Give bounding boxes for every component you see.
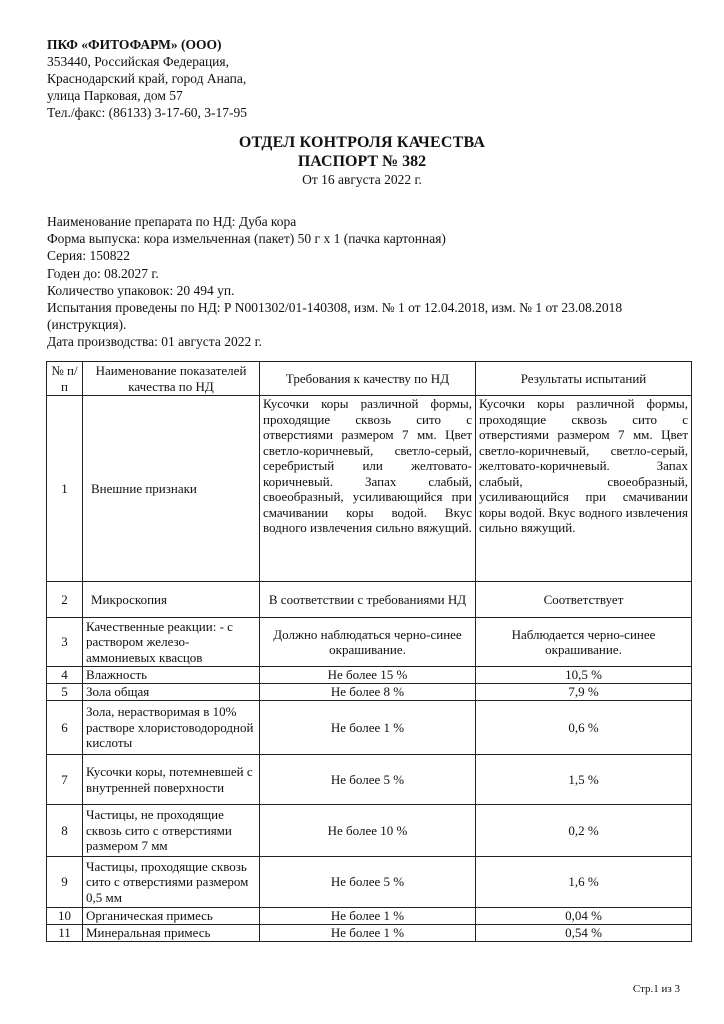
row-result: 1,5 % <box>476 755 692 805</box>
info-line: Количество упаковок: 20 494 уп. <box>47 282 235 298</box>
table-row <box>47 755 692 805</box>
row-name: Зола, нерастворимая в 10% растворе хлористоводородной кислоты <box>83 701 260 755</box>
row-requirement: Не более 1 % <box>260 908 476 925</box>
row-result: Кусочки коры различной формы, проходящие сквозь сито с отверстиями размером 7 мм. Цвет светло-коричневый, светло-серый, желтовато-коричневый. Запах слабый, своеобразный, усиливающийся при смачивании коры водой. Вкус водного извлечения сильно вяжущий. <box>476 396 692 582</box>
table-row <box>47 396 692 582</box>
department-title: ОТДЕЛ КОНТРОЛЯ КАЧЕСТВА <box>238 134 486 151</box>
table-row <box>47 582 692 618</box>
info-line: Испытания проведены по НД: Р N001302/01-140308, изм. № 1 от 12.04.2018, изм. № 1 от 23.08.2018 <box>47 300 623 316</box>
row-name: Зола общая <box>83 684 260 701</box>
row-requirement: Не более 5 % <box>260 857 476 908</box>
row-requirement: Не более 5 % <box>260 755 476 805</box>
row-requirement: Не более 15 % <box>260 667 476 684</box>
info-line: Форма выпуска: кора измельченная (пакет) 50 г х 1 (пачка картонная) <box>47 231 446 247</box>
header-result: Результаты испытаний <box>476 362 692 396</box>
row-requirement: Должно наблюдаться черно-синее окрашивание. <box>260 618 476 667</box>
row-name: Органическая примесь <box>83 908 260 925</box>
row-name: Внешние признаки <box>83 396 260 582</box>
header-name: Наименование показателей качества по НД <box>83 362 260 396</box>
company-header <box>47 36 247 121</box>
row-requirement: Не более 8 % <box>260 684 476 701</box>
table-row <box>47 857 692 908</box>
table-row <box>47 925 692 942</box>
row-num: 4 <box>47 667 83 684</box>
row-requirement: Не более 1 % <box>260 925 476 942</box>
quality-table <box>46 361 692 942</box>
row-name: Минеральная примесь <box>83 925 260 942</box>
row-result: 0,54 % <box>476 925 692 942</box>
row-result: Соответствует <box>476 582 692 618</box>
row-result: 0,04 % <box>476 908 692 925</box>
company-name: ПКФ «ФИТОФАРМ» (ООО) <box>47 37 222 52</box>
row-requirement: Не более 1 % <box>260 701 476 755</box>
row-name: Кусочки коры, потемневшей с внутренней поверхности <box>83 755 260 805</box>
row-num: 6 <box>47 701 83 755</box>
info-line: Дата производства: 01 августа 2022 г. <box>47 334 262 350</box>
row-num: 11 <box>47 925 83 942</box>
row-name: Влажность <box>83 667 260 684</box>
row-num: 3 <box>47 618 83 667</box>
product-info <box>47 213 687 351</box>
row-name: Частицы, проходящие сквозь сито с отверстиями размером 0,5 мм <box>83 857 260 908</box>
row-result: Наблюдается черно-синее окрашивание. <box>476 618 692 667</box>
row-result: 0,2 % <box>476 805 692 857</box>
table-row <box>47 618 692 667</box>
company-address-line: 353440, Российская Федерация, <box>47 54 229 69</box>
passport-date: От 16 августа 2022 г. <box>302 172 422 187</box>
row-requirement: В соответствии с требованиями НД <box>260 582 476 618</box>
row-result: 0,6 % <box>476 701 692 755</box>
row-num: 8 <box>47 805 83 857</box>
passport-title: ПАСПОРТ № 382 <box>297 153 427 170</box>
info-line: (инструкция). <box>47 317 127 333</box>
row-result: 10,5 % <box>476 667 692 684</box>
table-row <box>47 908 692 925</box>
row-result: 7,9 % <box>476 684 692 701</box>
table-row <box>47 701 692 755</box>
row-name: Микроскопия <box>83 582 260 618</box>
row-num: 1 <box>47 396 83 582</box>
page-number: Стр.1 из 3 <box>632 983 680 995</box>
row-name: Частицы, не проходящие сквозь сито с отверстиями размером 7 мм <box>83 805 260 857</box>
table-row <box>47 667 692 684</box>
row-requirement: Кусочки коры различной формы, проходящие сквозь сито с отверстиями размером 7 мм. Цвет светло-коричневый, светло-серый, серебристый или желтовато-коричневый. Запах слабый, своеобразный, усиливающийся при смачивании коры водой. Вкус водного извлечения сильно вяжущий. <box>260 396 476 582</box>
row-num: 2 <box>47 582 83 618</box>
company-phone: Тел./факс: (86133) 3-17-60, 3-17-95 <box>47 105 248 120</box>
info-line: Серия: 150822 <box>47 248 130 264</box>
company-address-line: улица Парковая, дом 57 <box>47 88 183 103</box>
table-header-row <box>47 362 692 396</box>
row-name: Качественные реакции: - с раствором железо-аммониевых квасцов <box>83 618 260 667</box>
table-row <box>47 684 692 701</box>
row-result: 1,6 % <box>476 857 692 908</box>
row-num: 10 <box>47 908 83 925</box>
row-num: 5 <box>47 684 83 701</box>
row-num: 9 <box>47 857 83 908</box>
company-address-line: Краснодарский край, город Анапа, <box>47 71 247 86</box>
table-row <box>47 805 692 857</box>
header-num: № п/п <box>47 362 83 396</box>
info-line: Годен до: 08.2027 г. <box>47 265 159 281</box>
info-line: Наименование препарата по НД: Дуба кора <box>47 214 297 229</box>
row-num: 7 <box>47 755 83 805</box>
row-requirement: Не более 10 % <box>260 805 476 857</box>
header-requirement: Требования к качеству по НД <box>260 362 476 396</box>
